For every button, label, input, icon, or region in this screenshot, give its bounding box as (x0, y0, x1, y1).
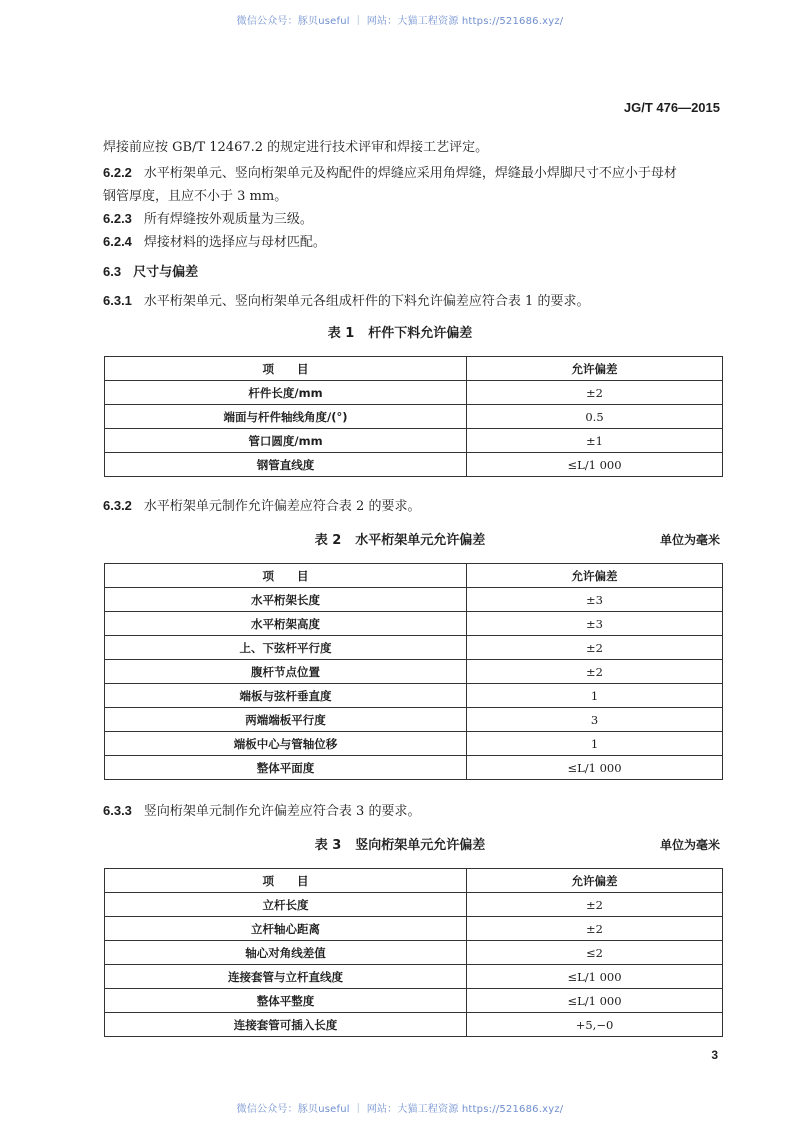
item-cell: 上、下弦杆平行度 (105, 636, 467, 660)
table-row (105, 756, 723, 780)
header-tolerance: 允许偏差 (467, 869, 723, 893)
item-cell: 管口圆度/mm (105, 429, 467, 453)
table-row (105, 381, 723, 405)
table-row (105, 612, 723, 636)
clause-text: 所有焊缝按外观质量为三级。 (143, 212, 313, 227)
header-tolerance: 允许偏差 (467, 564, 723, 588)
table-row (105, 1013, 723, 1037)
table-row (105, 941, 723, 965)
tolerance-cell: ≤2 (467, 941, 723, 965)
table-row (105, 989, 723, 1013)
clause-number: 6.3.1 (103, 293, 132, 308)
item-cell: 连接套管与立杆直线度 (105, 965, 467, 989)
table-row (105, 732, 723, 756)
table-row (105, 660, 723, 684)
clause-number: 6.2.3 (103, 211, 132, 226)
clause-6-2-2 (103, 162, 677, 181)
table-title: 杆件下料允许偏差 (368, 326, 473, 341)
clause-number: 6.3.2 (103, 498, 132, 513)
clause-6-3-3 (103, 800, 420, 819)
clause-number: 6.2.2 (103, 165, 132, 180)
tolerance-cell: ≤L/1 000 (467, 965, 723, 989)
item-cell: 两端端板平行度 (105, 708, 467, 732)
table-row (105, 917, 723, 941)
header-item: 项 目 (105, 564, 467, 588)
table-header-row (105, 869, 723, 893)
clause-text: 焊接材料的选择应与母材匹配。 (143, 235, 326, 250)
table-title: 水平桁架单元允许偏差 (355, 533, 486, 548)
table-3-unit: 单位为毫米 (659, 838, 720, 852)
header-item: 项 目 (105, 869, 467, 893)
tolerance-cell: 1 (467, 684, 723, 708)
item-cell: 整体平面度 (105, 756, 467, 780)
header-tolerance: 允许偏差 (467, 357, 723, 381)
watermark-top: 微信公众号：豚贝useful ｜ 网站：大猫工程资源 https://521686.xyz/ (236, 16, 564, 27)
table-row (105, 405, 723, 429)
clause-6-2-2-cont: 钢管厚度，且应不小于 3 mm。 (103, 189, 288, 204)
tolerance-cell: ±2 (467, 636, 723, 660)
item-cell: 立杆轴心距离 (105, 917, 467, 941)
tolerance-cell: ±2 (467, 381, 723, 405)
table-row (105, 684, 723, 708)
item-cell: 轴心对角线差值 (105, 941, 467, 965)
table-row (105, 453, 723, 477)
table-row (105, 708, 723, 732)
item-cell: 端板中心与管轴位移 (105, 732, 467, 756)
item-cell: 水平桁架长度 (105, 588, 467, 612)
table-2 (104, 563, 723, 780)
tolerance-cell: ≤L/1 000 (467, 989, 723, 1013)
page-number: 3 (711, 1048, 718, 1062)
table-header-row (105, 564, 723, 588)
watermark-bottom: 微信公众号：豚贝useful ｜ 网站：大猫工程资源 https://521686.xyz/ (236, 1104, 564, 1115)
item-cell: 端面与杆件轴线角度/(°) (105, 405, 467, 429)
item-cell: 水平桁架高度 (105, 612, 467, 636)
table-1 (104, 356, 723, 477)
table-3 (104, 868, 723, 1037)
clause-text: 水平桁架单元、竖向桁架单元及构配件的焊缝应采用角焊缝，焊缝最小焊脚尺寸不应小于母材 (143, 166, 677, 181)
header-item: 项 目 (105, 357, 467, 381)
clause-number: 6.3.3 (103, 803, 132, 818)
tolerance-cell: ±3 (467, 612, 723, 636)
table-number: 表 3 (314, 838, 342, 853)
table-2-unit: 单位为毫米 (659, 533, 720, 547)
table-header-row (105, 357, 723, 381)
item-cell: 腹杆节点位置 (105, 660, 467, 684)
table-row (105, 893, 723, 917)
standard-code: JG/T 476—2015 (623, 100, 720, 115)
table-row (105, 588, 723, 612)
item-cell: 端板与弦杆垂直度 (105, 684, 467, 708)
table-row (105, 429, 723, 453)
paragraph-intro: 焊接前应按 GB/T 12467.2 的规定进行技术评审和焊接工艺评定。 (103, 140, 489, 155)
tolerance-cell: ±2 (467, 660, 723, 684)
tolerance-cell: ±2 (467, 917, 723, 941)
clause-6-2-3 (103, 208, 313, 227)
table-row (105, 965, 723, 989)
item-cell: 杆件长度/mm (105, 381, 467, 405)
table-1-caption (0, 322, 800, 341)
clause-text: 水平桁架单元、竖向桁架单元各组成杆件的下料允许偏差应符合表 1 的要求。 (143, 294, 590, 309)
tolerance-cell: +5,−0 (467, 1013, 723, 1037)
tolerance-cell: ±1 (467, 429, 723, 453)
table-number: 表 2 (314, 533, 342, 548)
tolerance-cell: 1 (467, 732, 723, 756)
item-cell: 立杆长度 (105, 893, 467, 917)
section-title: 尺寸与偏差 (133, 265, 199, 280)
item-cell: 整体平整度 (105, 989, 467, 1013)
section-6-3-heading (103, 261, 198, 280)
item-cell: 钢管直线度 (105, 453, 467, 477)
tolerance-cell: ±3 (467, 588, 723, 612)
item-cell: 连接套管可插入长度 (105, 1013, 467, 1037)
tolerance-cell: ±2 (467, 893, 723, 917)
tolerance-cell: ≤L/1 000 (467, 756, 723, 780)
section-number: 6.3 (103, 264, 122, 279)
table-title: 竖向桁架单元允许偏差 (355, 838, 486, 853)
table-number: 表 1 (327, 326, 355, 341)
clause-number: 6.2.4 (103, 234, 132, 249)
clause-6-2-4 (103, 231, 326, 250)
clause-6-3-1 (103, 290, 589, 309)
clause-text: 水平桁架单元制作允许偏差应符合表 2 的要求。 (143, 499, 421, 514)
clause-6-3-2 (103, 495, 420, 514)
table-row (105, 636, 723, 660)
tolerance-cell: ≤L/1 000 (467, 453, 723, 477)
clause-text: 竖向桁架单元制作允许偏差应符合表 3 的要求。 (143, 804, 421, 819)
tolerance-cell: 3 (467, 708, 723, 732)
tolerance-cell: 0.5 (467, 405, 723, 429)
